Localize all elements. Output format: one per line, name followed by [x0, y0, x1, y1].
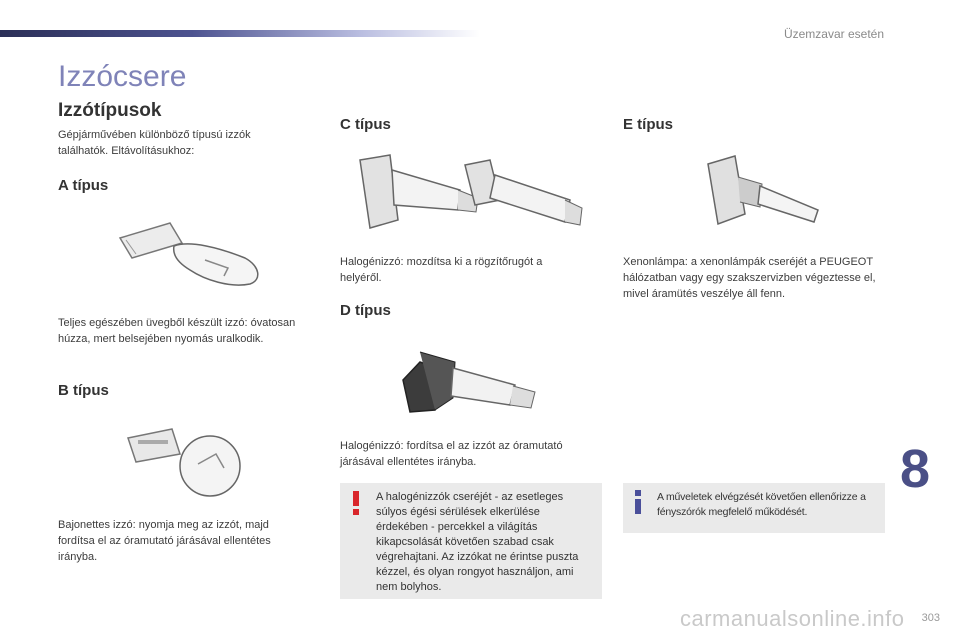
type-d-title: D típus [340, 302, 391, 319]
bulb-types-heading: Izzótípusok [58, 100, 162, 121]
chapter-number: 8 [900, 439, 931, 499]
type-e-title: E típus [623, 116, 674, 133]
type-e-bulb-image [700, 152, 830, 232]
type-c-text: Halogénizzó: mozdítsa ki a rögzítőrugót a helyéről. [340, 256, 543, 284]
type-c-title: C típus [340, 116, 391, 133]
type-c-bulb-image [350, 150, 590, 240]
page-title: Izzócsere [58, 60, 187, 93]
type-b-title: B típus [58, 382, 109, 399]
warning-note [340, 483, 602, 599]
type-a-bulb-image [110, 218, 270, 298]
type-b-bulb-image [120, 424, 250, 504]
type-a-title: A típus [58, 177, 109, 194]
info-note [623, 483, 885, 533]
type-b-text: Bajonettes izzó: nyomja meg az izzót, majd fordítsa el az óramutató járásával ellentétes irányba. [58, 519, 271, 563]
type-d-bulb-image [395, 340, 545, 425]
section-title: Üzemzavar esetén [783, 27, 884, 41]
info-text: A műveletek elvégzését követően ellenőrizze a fényszórók megfelelő működését. [657, 491, 866, 518]
intro-text: Gépjárművében különböző típusú izzók találhatók. Eltávolításukhoz: [58, 129, 251, 157]
watermark: carmanualsonline.info [680, 606, 905, 631]
info-icon [633, 490, 643, 514]
type-e-text: Xenonlámpa: a xenonlámpák cseréjét a PEUGEOT hálózatban vagy egy szakszervizben végeztesse el, mivel áramütés veszélye áll fenn. [623, 256, 876, 300]
type-d-text: Halogénizzó: fordítsa el az izzót az óramutató járásával ellentétes irányba. [340, 440, 563, 468]
type-a-text: Teljes egészében üvegből készült izzó: óvatosan húzza, mert belsejében nyomás uralkodik. [58, 317, 296, 345]
exclamation-icon [350, 491, 362, 515]
warning-text: A halogénizzók cseréjét - az esetleges súlyos égési sérülések elkerülése érdekében - percekkel a világítás kikapcsolását követően szabad csak végrehajtani. Az izzókat ne érintse puszta kézzel, és olyan rongyot használjon, ami nem bolyhos. [376, 491, 579, 593]
header-bar [0, 30, 480, 37]
page-number: 303 [921, 612, 940, 624]
